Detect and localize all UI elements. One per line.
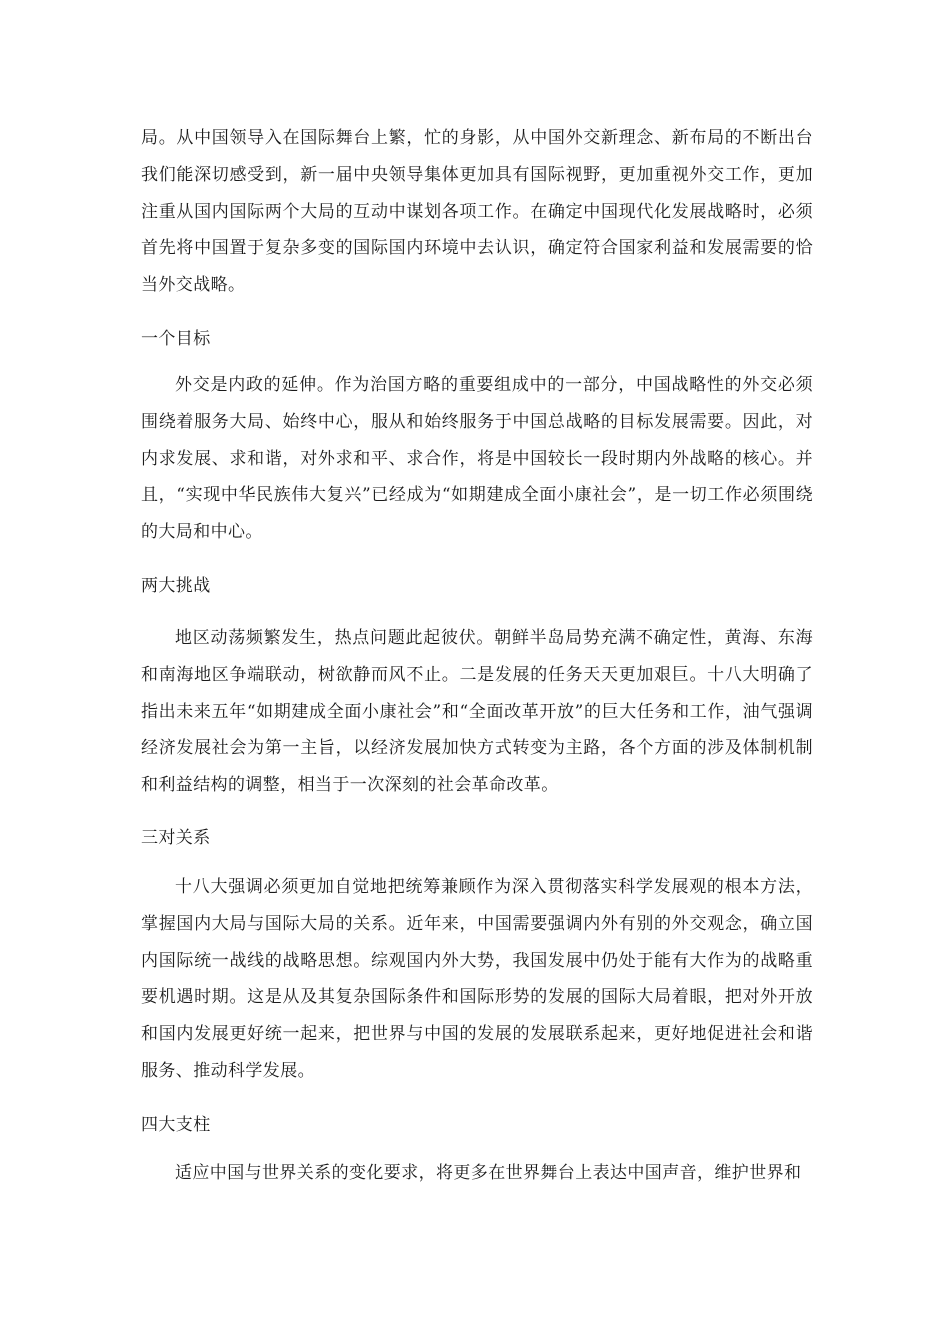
section-heading-pillars: 四大支柱 xyxy=(141,1115,211,1135)
section-heading-goal: 一个目标 xyxy=(141,329,211,349)
intro-paragraph: 局。从中国领导入在国际舞台上繁，忙的身影，从中国外交新理念、新布局的不断出台我们能深切感受到，新一届中央领导集体更加具有国际视野，更加重视外交工作，更加注重从国内国际两个大局的互动中谋划各项工作。在确定中国现代化发展战略时，必须首先将中国置于复杂多变的国际国内环境中去认识，确定符合国家利益和发展需要的恰当外交战略。 xyxy=(141,128,813,296)
section-body-goal: 外交是内政的延伸。作为治国方略的重要组成中的一部分，中国战略性的外交必须围绕着服务大局、始终中心，服从和始终服务于中国总战略的目标发展需要。因此，对内求发展、求和谐，对外求和平、求合作，将是中国较长一段时期内外战略的核心。并且，“实现中华民族伟大复兴”已经成为“如期建成全面小康社会”，是一切工作必须围绕的大局和中心。 xyxy=(141,375,813,543)
section-body-relations: 十八大强调必须更加自觉地把统筹兼顾作为深入贯彻落实科学发展观的根本方法，掌握国内大局与国际大局的关系。近年来，中国需要强调内外有别的外交观念，确立国内国际统一战线的战略思想。综观国内外大势，我国发展中仍处于能有大作为的战略重要机遇时期。这是从及其复杂国际条件和国际形势的发展的国际大局着眼，把对外开放和国内发展更好统一起来，把世界与中国的发展的发展联系起来，更好地促进社会和谐服务、推动科学发展。 xyxy=(141,877,813,1081)
section-body-pillars: 适应中国与世界关系的变化要求，将更多在世界舞台上表达中国声音，维护世界和 xyxy=(175,1163,802,1183)
section-heading-relations: 三对关系 xyxy=(141,828,211,848)
section-body-challenges: 地区动荡频繁发生，热点问题此起彼伏。朝鲜半岛局势充满不确定性，黄海、东海和南海地区争端联动，树欲静而风不止。二是发展的任务天天更加艰巨。十八大明确了指出未来五年“如期建成全面小康社会”和“全面改革开放”的巨大任务和工作，油气强调经济发展社会为第一主旨，以经济发展加快方式转变为主路，各个方面的涉及体制机制和利益结构的调整，相当于一次深刻的社会革命改革。 xyxy=(141,628,813,796)
section-heading-challenges: 两大挑战 xyxy=(141,576,211,596)
